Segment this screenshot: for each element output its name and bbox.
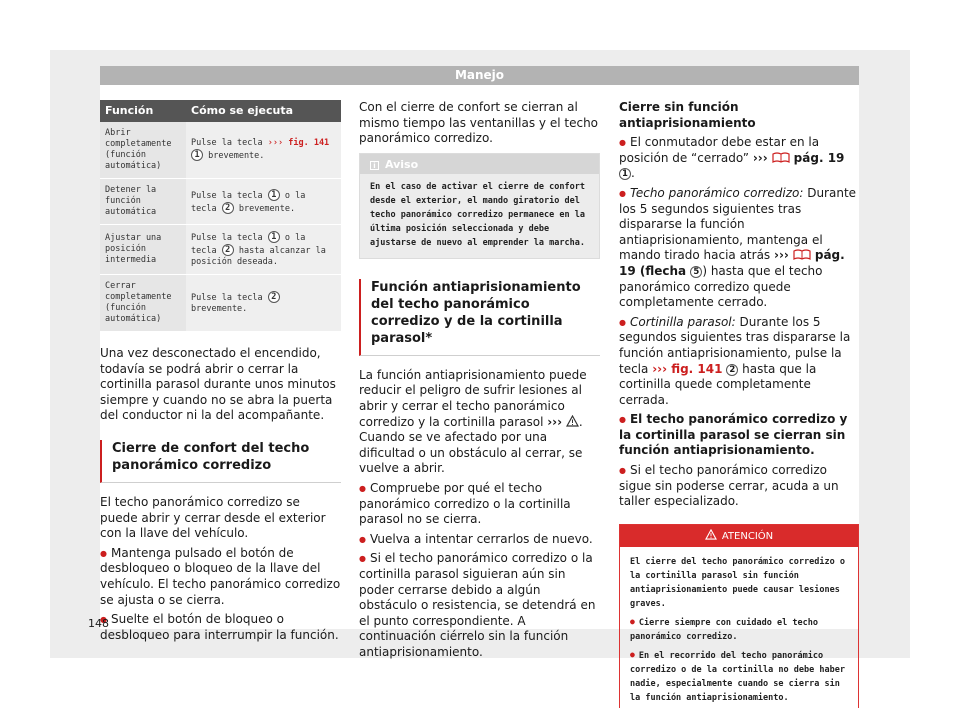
atencion-title-bar — [620, 525, 858, 547]
paragraph: Una vez desconectado el encendido, todavía se podrá abrir o cerrar la cortinilla parasol durante unos minutos siempre y cuando no se abra la puerta del conductor ni la del acompañante. — [100, 346, 336, 423]
book-icon — [772, 152, 790, 163]
callout-number: 1 — [619, 168, 631, 180]
list-item: ● El techo panorámico corredizo y la cortinilla parasol se cierran sin función antiaprisionamiento. — [619, 412, 859, 459]
aviso-title: Aviso — [385, 157, 419, 171]
list-item: ● En el recorrido del techo panorámico corredizo o de la cortinilla no debe haber nadie, especialmente cuando se cierra sin la función antiaprisionamiento. — [630, 648, 848, 705]
aviso-box — [359, 153, 600, 259]
book-icon — [793, 249, 811, 260]
heading-antiaprisionamiento: Función antiaprisionamiento del techo panorámico corredizo y de la cortinilla parasol* — [359, 279, 600, 356]
table-cell-function: Ajustar una posición intermedia — [100, 225, 186, 275]
column-right — [619, 100, 859, 708]
list-item: ● Mantenga pulsado el botón de desbloqueo o bloqueo de la llave del vehículo. El techo panorámico corredizo se ajusta o se cierra. — [100, 546, 341, 608]
heading-confort: Cierre de confort del techo panorámico corredizo — [100, 440, 341, 483]
callout-number: 2 — [222, 244, 234, 256]
figure-link[interactable]: ››› fig. 141 — [652, 361, 723, 376]
column-left — [100, 100, 341, 647]
subheading-sin-funcion: Cierre sin función antiaprisionamiento — [619, 100, 756, 130]
atencion-body — [620, 547, 858, 708]
list-item: ● Si el techo panorámico corredizo sigue sin poderse cerrar, acuda a un taller especializado. — [619, 463, 859, 510]
atencion-box — [619, 524, 859, 708]
aviso-title-bar — [360, 154, 599, 174]
table-cell-function: Cerrar completamente (función automática) — [100, 275, 186, 332]
list-item: ● El conmutador debe estar en la posición de “cerrado” ››› pág. 19 1 . — [619, 135, 859, 182]
table-header-how: Cómo se ejecuta — [186, 100, 341, 122]
table-cell-how: Pulse la tecla 1 o la tecla 2 brevemente. — [186, 179, 341, 225]
list-item: ● Compruebe por qué el techo panorámico corredizo o la cortinilla parasol no se cierra. — [359, 481, 600, 528]
warning-triangle-icon — [705, 529, 717, 540]
callout-number: 2 — [268, 291, 280, 303]
list-item: ● Cierre siempre con cuidado el techo panorámico corredizo. — [630, 615, 848, 644]
table-cell-how: Pulse la tecla 2 brevemente. — [186, 275, 341, 332]
table-cell-how: Pulse la tecla ››› fig. 141 1 brevemente. — [186, 122, 341, 179]
table-cell-how: Pulse la tecla 1 o la tecla 2 hasta alcanzar la posición deseada. — [186, 225, 341, 275]
list-item: ● Si el techo panorámico corredizo o la cortinilla parasol siguieran aún sin poder cerrarse debido a algún obstáculo o resistencia, se detendrá en el punto correspondiente. A continuación ciérrelo sin la función antiaprisionamiento. — [359, 551, 600, 660]
atencion-title: ATENCIÓN — [721, 530, 774, 542]
figure-link[interactable]: ››› fig. 141 — [267, 138, 330, 148]
callout-number: 1 — [268, 231, 280, 243]
warning-link[interactable]: ››› — [547, 414, 563, 429]
callout-number: 2 — [222, 202, 234, 214]
list-item: ● Cortinilla parasol: Durante los 5 segundos siguientes tras dispararse la función antiaprisionamiento, pulse la tecla ››› fig. 141 2 hasta que la cortinilla quede completamente cerrada. — [619, 315, 859, 409]
page-number: 148 — [88, 617, 109, 630]
section-header: Manejo — [100, 66, 859, 85]
functions-table — [100, 100, 341, 332]
table-row — [100, 179, 341, 225]
list-item: ● Suelte el botón de bloqueo o desbloqueo para interrumpir la función. — [100, 612, 341, 643]
table-cell-function: Abrir completamente (función automática) — [100, 122, 186, 179]
callout-number: 1 — [191, 149, 203, 161]
callout-number: 5 — [690, 266, 702, 278]
table-header-row — [100, 100, 341, 122]
callout-number: 2 — [726, 364, 738, 376]
table-cell-function: Detener la función automática — [100, 179, 186, 225]
page-link-arrows[interactable]: ››› — [752, 150, 768, 165]
warning-triangle-icon — [566, 415, 579, 427]
paragraph: El techo panorámico corredizo se puede abrir y cerrar desde el exterior con la llave del vehículo. — [100, 494, 326, 541]
aviso-text: En el caso de activar el cierre de confort desde el exterior, el mando giratorio del techo panorámico corredizo permanece en la última posición seleccionada y debe ajustarse de nuevo al emprender la marcha. — [370, 181, 585, 248]
paragraph: La función antiaprisionamiento puede reducir el peligro de sufrir lesiones al abrir y cerrar el techo panorámico corredizo y la cortinilla parasol ››› . Cuando se ve afectado por una dificultad o un obstáculo al cerrar, se vuelve a abrir. — [359, 367, 587, 476]
column-middle — [359, 100, 600, 664]
list-item: ● Vuelva a intentar cerrarlos de nuevo. — [359, 532, 600, 548]
note-icon: i — [370, 161, 379, 170]
table-row — [100, 122, 341, 179]
page-link-arrows[interactable]: ››› — [774, 248, 789, 263]
atencion-text: El cierre del techo panorámico corredizo o la cortinilla parasol sin función antiaprisionamiento puede causar lesiones graves. — [630, 556, 845, 609]
table-header-function: Función — [100, 100, 186, 122]
table-row — [100, 275, 341, 332]
paragraph: Con el cierre de confort se cierran al mismo tiempo las ventanillas y el techo panorámico corredizo. — [359, 100, 599, 146]
callout-number: 1 — [268, 189, 280, 201]
table-row — [100, 225, 341, 275]
list-item: ● Techo panorámico corredizo: Durante los 5 segundos siguientes tras dispararse la función antiaprisionamiento, mantenga el mando tirado hacia atrás ››› pág. 19 (flecha 5 ) hasta que el techo panorámico corredizo quede completamente cerrado. — [619, 186, 859, 311]
